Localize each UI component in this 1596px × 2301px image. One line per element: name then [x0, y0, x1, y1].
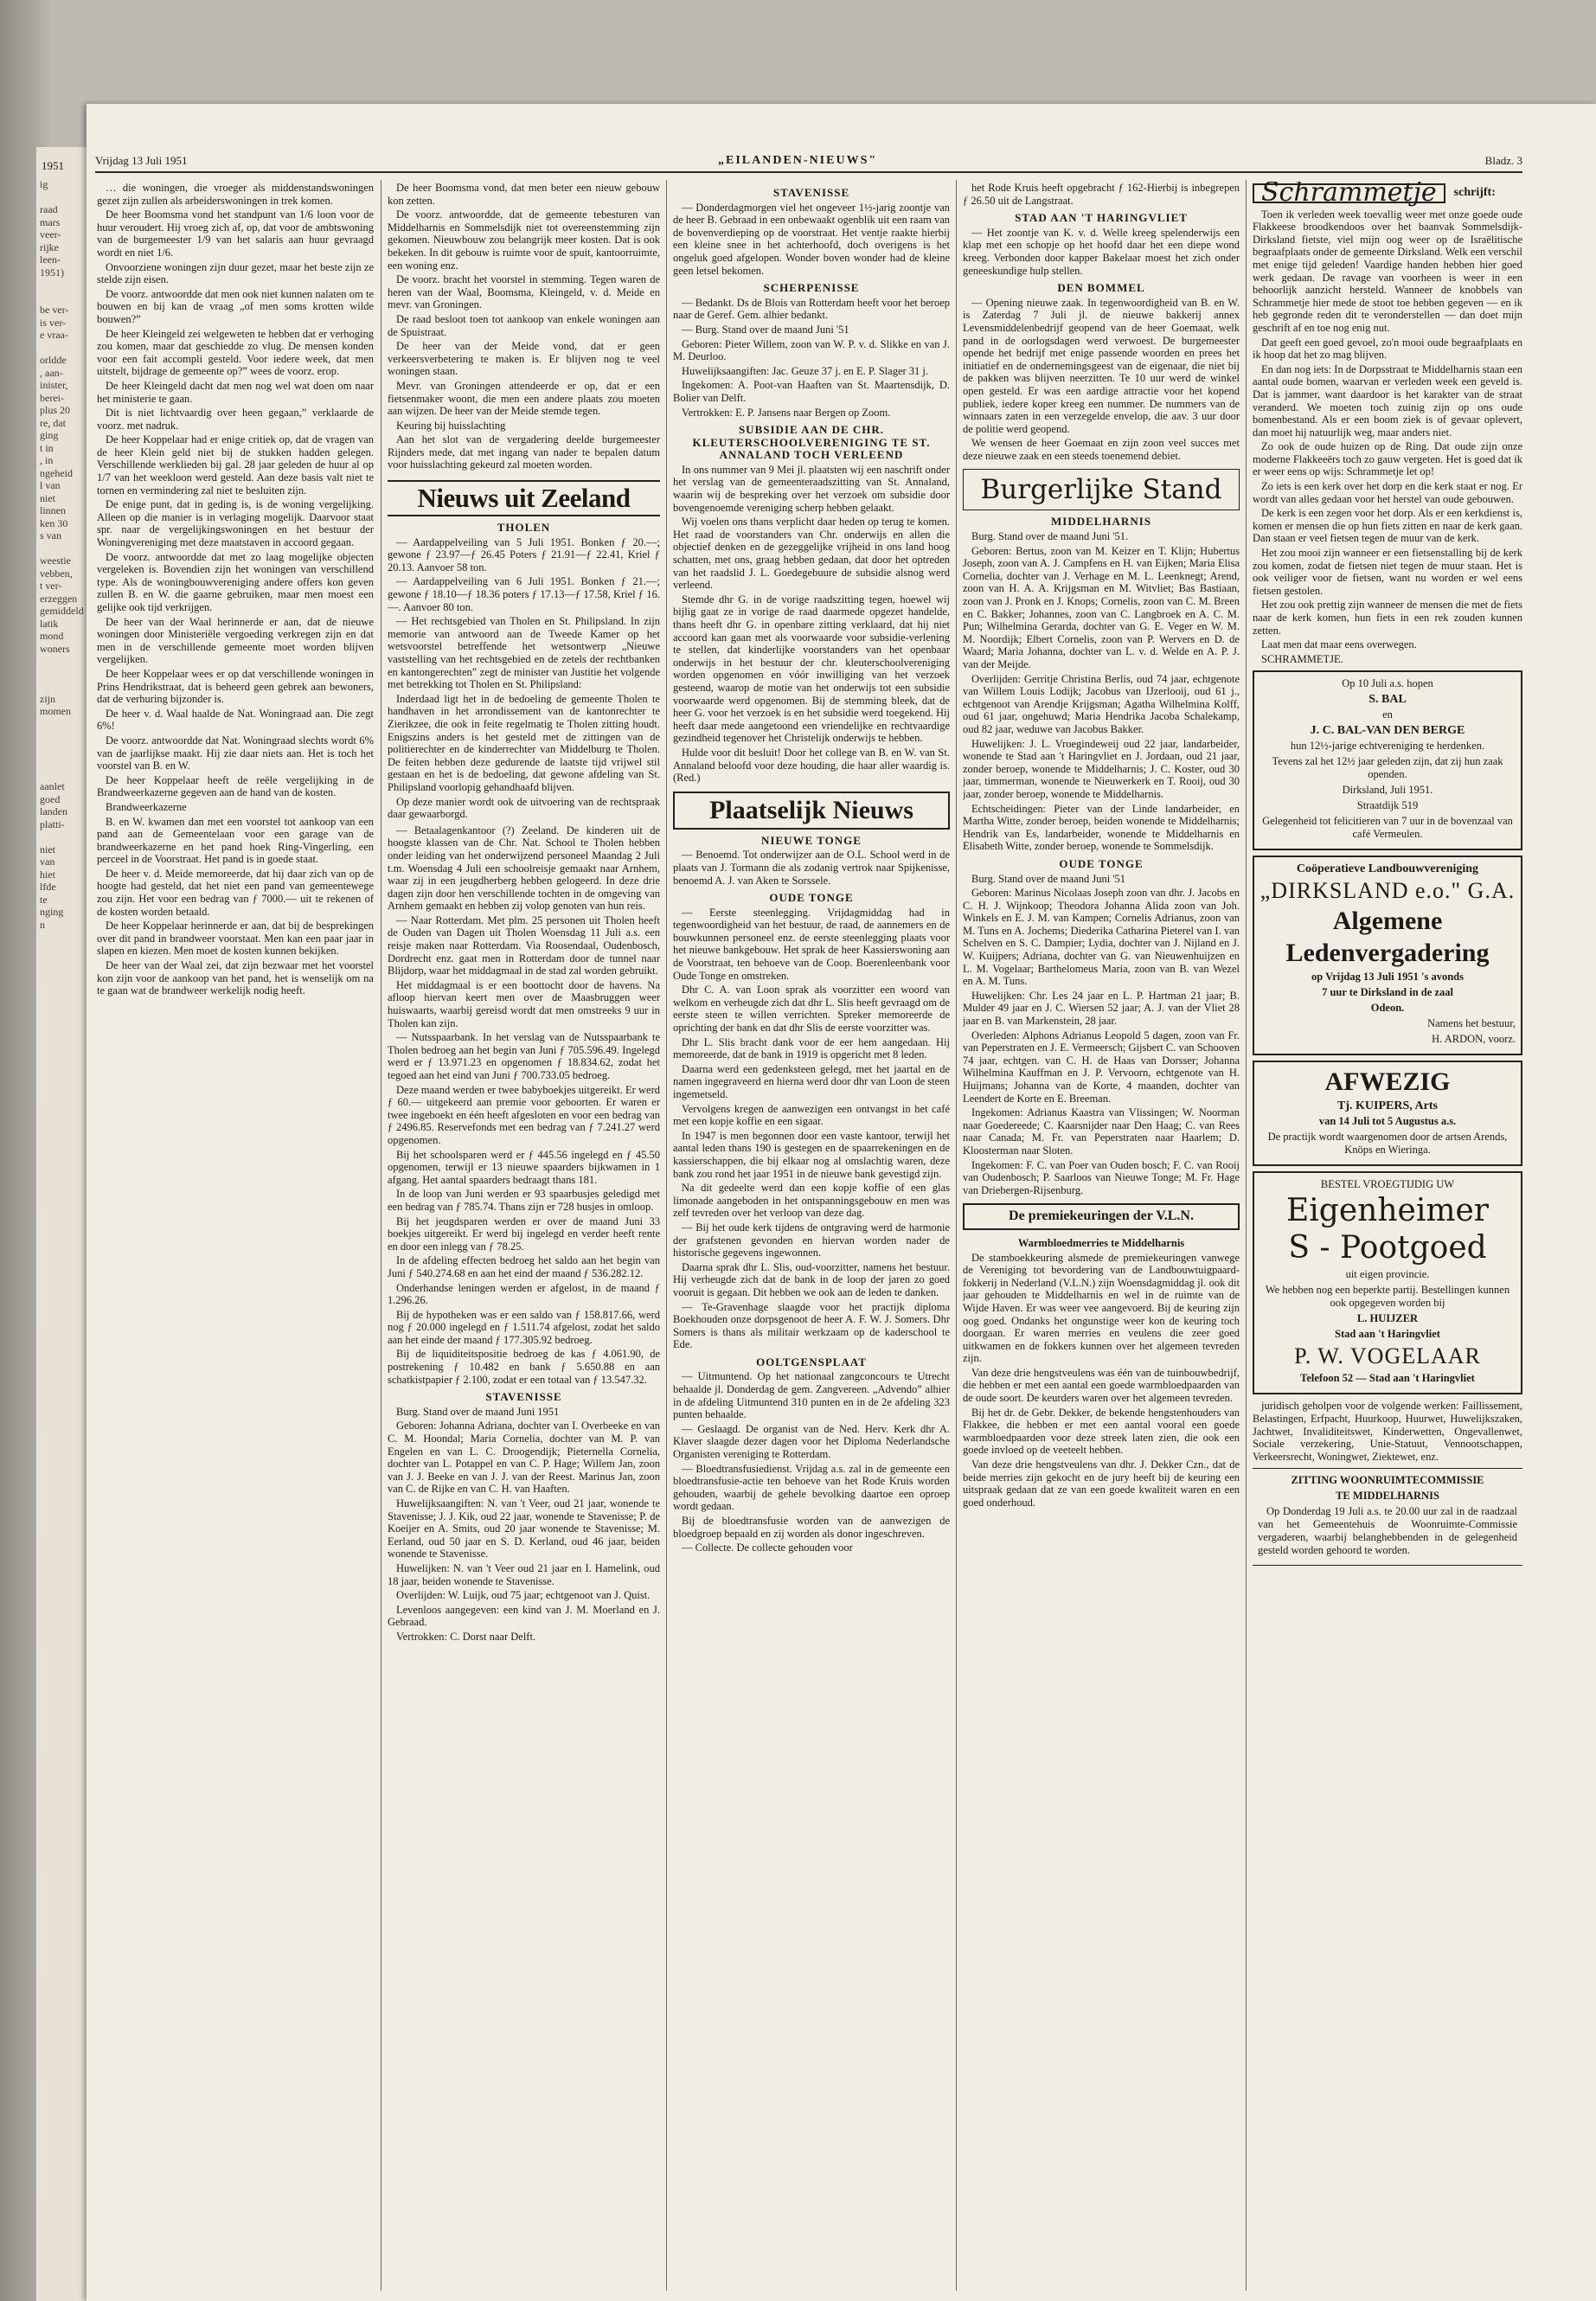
- article-paragraph: — Het zoontje van K. v. d. Welle kreeg spelenderwijs een klap met een schopje op het hoofd daar het een diepe wond kreeg. Verbonden door kapper Bakelaar moest het zich onder geneeskundige hulp stellen.: [963, 226, 1240, 277]
- article-paragraph: Huwelijken: J. L. Vroegindeweij oud 22 jaar, landarbeider, wonende te Stad aan 't Haringvliet en J. Jordaan, oud 21 jaar, zonder beroep, wonende te Middelharnis; J. C. Koster, oud 30 jaar, timmerman, wonende te Nieuwerkerk en T. Rooij, oud 30 jaar, zonder beroep, wonende te Middelharnis.: [963, 737, 1240, 800]
- previous-page-year: 1951: [42, 159, 64, 172]
- article-paragraph: — Aardappelveiling van 6 Juli 1951. Bonken ƒ 21.—; gewone ƒ 18.10—ƒ 18.36 poters ƒ 17.13—ƒ 17.58, Kriel ƒ 16.—. Aanvoer 80 ton.: [388, 575, 660, 613]
- article-paragraph: — Eerste steenlegging. Vrijdagmiddag had in tegenwoordigheid van het bestuur, de raad, de aannemers en de bouwkunnen personeel enz. de eerste steenlegging plaats voor het nieuwe bankgebouw. Het sprak de heer Kassierswoning aan de Voorstraat, ten behoeve van de Coop. Boerenleenbank voor Oude Tonge en omstreken.: [673, 906, 950, 982]
- article-paragraph: Geboren: Johanna Adriana, dochter van I. Overbeeke en van C. M. Hoondal; Maria Cornelia, dochter van M. P. van Engelen en van L. C. Droogendijk; Pieternella Cornelia, dochter van L. Potappel en van C. P. Hage; Willem Jan, zoon van J. J. Beeke en van J. J. van der Reest. Marinus Jan, zoon van C. de Rijke en van C. H. van Haaften.: [388, 1420, 660, 1496]
- article-paragraph: De heer Koppelaar wees er op dat verschillende woningen in Prins Hendrikstraat, dat is beheerd geen gebrek aan bewoners, dat de verhuring bijzonder is.: [97, 667, 374, 706]
- premiekeuring-heading-box: [963, 1203, 1240, 1230]
- ad-headline: AFWEZIG: [1324, 1067, 1451, 1097]
- article-paragraph: Bij het dr. de Gebr. Dekker, de bekende hengstenhouders van Flakkee, die hebben er met een aantal vooral een goede warmbloedpaarden voor deze streek laten zien, die ook een goede invloed op de veeteelt hebben.: [963, 1406, 1240, 1457]
- article-paragraph: — Bedankt. Ds de Blois van Rotterdam heeft voor het beroep naar de Geref. Gem. alhier bedankt.: [673, 296, 950, 322]
- ad-headline: Ledenvergadering: [1285, 939, 1490, 968]
- article-paragraph: Deze maand werden er twee babyboekjes uitgereikt. Er werd ƒ 60.— uitgekeerd aan premie voor geboorten. Er waren er twee ingeboekt en één heeft afgesloten en voor een bedrag van ƒ 2496.85. Reservefonds met een bedrag van ƒ 7.241.27 werd opgenomen.: [388, 1083, 660, 1146]
- article-paragraph: Daarna werd een gedenksteen gelegd, met het jaartal en de namen ingegraveerd en hierna werd door dhr van Loon de steen ingemetseld.: [673, 1062, 950, 1100]
- article-paragraph: De voorz. antwoordde dat men ook niet kunnen nalaten om te bouwen en bij kan de vraag „of men soms krotten wilde bouwen?”: [97, 287, 374, 325]
- article-paragraph: Zo ook de oude huizen op de Ring. Dat oude zijn onze moderne Flakkeeërs toch zo gauw vergeten. Het is goed dat ik er weer eens op wijs: Schrammetje let op!: [1253, 440, 1522, 478]
- masthead-plaatselijk-nieuws: Plaatselijk Nieuws: [673, 792, 950, 830]
- article-paragraph: Onvoorziene woningen zijn duur gezet, maar het beste zijn ze stelde zijn eisen.: [97, 260, 374, 286]
- article-paragraph: SCHRAMMETJE.: [1261, 652, 1343, 665]
- article-paragraph: — Het rechtsgebied van Tholen en St. Philipsland. In zijn memorie van antwoord aan de Tweede Kamer op het wetsvoorstel betreffende het wetsontwerp „Nieuwe vaststelling van het rechtsgebied en de zetels der rechtbanken en kantongerechten” zegt de minister van Justitie het volgende met betrekking tot Tholen en St. Philipsland:: [388, 615, 660, 691]
- article-paragraph: — Uitmuntend. Op het nationaal zangconcours te Utrecht behaalde jl. Donderdag de gem. Zangvereen. „Advendo” alhier in de afdeling Uitmuntend 310 punten en in de 2e afdeling 323 punten behaalde.: [673, 1370, 950, 1421]
- article-paragraph: Bij de bloedtransfusie worden van de aanwezigen de bloedgroep bepaald en zij worden als donor ingeschreven.: [673, 1515, 950, 1540]
- article-paragraph: De voorz. bracht het voorstel in stemming. Tegen waren de heren van der Waal, Boomsma, Kleingeld, v. d. Meide en mevr. van Groningen.: [388, 273, 660, 311]
- article-paragraph: De heer van der Waal zei, dat zijn bezwaar met het voorstel kon zijn voor de aankoop van het pand, het is wenselijk om na te gaan wat de brandweer werkelijk nodig heeft.: [97, 959, 374, 997]
- article-paragraph: De heer Koppelaar herinnerde er aan, dat bij de besprekingen over dit pand in brandweer voorstaat. Men kan een paar jaar in slapen en kiezen. Men moet de kosten kunnen bekijken.: [97, 920, 374, 958]
- column-5: [1253, 182, 1522, 2292]
- article-paragraph: De stamboekkeuring alsmede de premiekeuringen vanwege de Vereniging tot bevordering van de Landbouwtuigpaard-fokkerij in Nederland (V.L.N.) zijn Woensdagmiddag jl. ook dit jaar gehouden te Middelharnis en wel in de ruimte van de Wijde Haven. Er was weer vee aangevoerd. Bij de keuring zijn oog goed. Ondanks het ongunstige weer kon de keuring toch doorgaan. Er waren merries en veulens die zeer goed uitkwamen en de fokkers kunnen over het algemeen tevreden zijn.: [963, 1251, 1240, 1365]
- article-paragraph: Ingekomen: A. Poot-van Haaften van St. Maartensdijk, D. Bolier van Delft.: [673, 379, 950, 404]
- article-paragraph: De voorz. antwoordde dat Nat. Woningraad slechts wordt 6% van de jaarlijkse maakt. Hij zie daar niets aan. Het is toch het voorstel van B. en W.: [97, 734, 374, 772]
- article-paragraph: Inderdaad ligt het in de bedoeling de gemeente Tholen te handhaven in het arrondissement van de kantonrechter te Zierikzee, die ook in feite regelmatig te Tholen zitting houdt. Enigszins anders is het gesteld met de zittingen van de politierechter en de kinderrechter van Middelburg te Tholen. De feiten hebben deze gedurende de laatste tijd vrijwel stil gestaan en het is de bedoeling, dat gewone afdeling van St. Philipsland voorlopig gehandhaafd blijven.: [388, 692, 660, 793]
- article-paragraph: Huwelijksaangiften: N. van 't Veer, oud 21 jaar, wonende te Stavenisse; J. J. Kik, oud 22 jaar, wonende te Stavenisse; P. de Koeijer en A. Smits, oud 20 jaar wonende te Stavenisse; M. Eerland, oud 50 jaar en S. D. Kerland, oud 46 jaar, beiden wonende te Stavenisse.: [388, 1497, 660, 1561]
- article-paragraph: Van deze drie hengstveulens was één van de tuinbouwbedrijf, die hebben er met een aantal een goede warmbloedpaarden van de oude soort. De keurders waren over het algemeen tevreden.: [963, 1366, 1240, 1405]
- ad-text: We hebben nog een beperkte partij. Bestellingen kunnen ook opgegeven worden bij: [1265, 1284, 1510, 1310]
- header-title: „EILANDEN-NIEUWS": [718, 154, 878, 167]
- schrammetje-title: Schrammetje: [1253, 183, 1445, 203]
- article-paragraph: Daarna sprak dhr L. Slis, oud-voorzitter, namens het bestuur. Hij verheugde zich dat de bank in de loop der jaren zo goed vooruit is gegaan. Dit hebben we ook aan de leden te danken.: [673, 1260, 950, 1298]
- ad-text: Op 10 Juli a.s. hopen: [1342, 677, 1433, 690]
- article-paragraph: De enige punt, dat in geding is, is de woning vergelijking. Alleen op die manier is in verlaging mogelijk. Daarvoor staat spr. naar de vergelijkingswoningen en het bestuur der Woningvereniging met deze maatstaven in accoord gegaan.: [97, 498, 374, 549]
- article-paragraph: Burg. Stand over de maand Juni '51: [971, 872, 1126, 885]
- ad-text: van 14 Juli tot 5 Augustus a.s.: [1318, 1115, 1457, 1128]
- article-paragraph: De kerk is een zegen voor het dorp. Als er een kerkdienst is, komen er mensen die op hun fiets zitten en naar de kerk gaan. Dan staan er veel fietsen tegen de muur van de kerk.: [1253, 507, 1522, 545]
- article-paragraph: Huwelijksaangiften: Jac. Geuze 37 j. en E. P. Slager 31 j.: [682, 364, 928, 377]
- ad-text: Odeon.: [1370, 1002, 1405, 1015]
- article-paragraph: — Burg. Stand over de maand Juni '51: [682, 323, 849, 336]
- ad-headline: S - Pootgoed: [1288, 1230, 1487, 1266]
- article-paragraph: De raad besloot toen tot aankoop van enkele woningen aan de Spuistraat.: [388, 312, 660, 338]
- article-paragraph: Overlijden: Gerritje Christina Berlis, oud 74 jaar, echtgenote van Willem Louis Lodijk; Jacobus van IJzerlooij, oud 61 j., echtgenoot van Arendje Krijgsman; Agatha Wilhelmina Kolff, oud 61 jaar, ongehuwd; Maria Hendrika Jacoba Schalekamp, oud 82 jaar, weduwe van Jacobus Bakker.: [963, 672, 1240, 735]
- section-heading: SCHERPENISSE: [763, 281, 860, 295]
- section-heading: STAD AAN 'T HARINGVLIET: [1015, 211, 1188, 225]
- column-3: [673, 182, 950, 2292]
- ad-text: H. ARDON, voorz.: [1432, 1033, 1516, 1046]
- section-heading: DEN BOMMEL: [1057, 281, 1145, 295]
- ad-text: Telefoon 52 — Stad aan 't Haringvliet: [1300, 1372, 1475, 1385]
- article-paragraph: Bij het schoolsparen werd er ƒ 445.56 ingelegd en ƒ 45.50 opgenomen, terwijl er 13 nieuwe spaarders bijkwamen in 1 afgang. Het aantal spaarders bedraagt thans 181.: [388, 1148, 660, 1186]
- article-paragraph: Mevr. van Groningen attendeerde er op, dat er een fietsenmaker woont, die men een andere plaats zou moeten aan wijzen. De heer van der Meide stemde tegen.: [388, 379, 660, 418]
- article-paragraph: In ons nummer van 9 Mei jl. plaatsten wij een naschrift onder het verslag van de gemeenteraadszitting van St. Annaland, waarin wij de bespreking over het verzoek om subsidie door bovengenoemde vereniging scherp hebben gelaakt.: [673, 463, 950, 514]
- section-heading: OUDE TONGE: [1059, 856, 1144, 870]
- ad-text: De practijk wordt waargenomen door de artsen Arends, Knöps en Wieringa.: [1267, 1131, 1508, 1157]
- ad-text: Stad aan 't Haringvliet: [1335, 1328, 1440, 1341]
- section-heading: STAVENISSE: [772, 186, 850, 199]
- article-paragraph: — Collecte. De collecte gehouden voor: [682, 1541, 853, 1554]
- article-paragraph: Keuring bij huisslachting: [396, 419, 506, 432]
- article-paragraph: Vertrokken: E. P. Jansens naar Bergen op Zoom.: [682, 406, 891, 419]
- premiekeuring-subtitle: Warmbloedmerries te Middelharnis: [1017, 1236, 1185, 1249]
- section-heading: OOLTGENSPLAAT: [756, 1355, 867, 1368]
- article-paragraph: Bij de hypotheken was er een saldo van ƒ 158.817.66, werd nog ƒ 20.000 ingelegd en ƒ 1.511.74 afgelost, zodat het saldo aan het einde der maand ƒ 177.305.92 bedroeg.: [388, 1308, 660, 1346]
- ad-name: L. HUIJZER: [1356, 1312, 1419, 1325]
- previous-page-text: ig raad mars veer- rijke leen- 1951) be ver- is ver- e vraa- orldde , aan- inister, berei- plus 20 re, dat ging t in , in ngeheid l van niet linnen ken 30 s van weestie vebben, t ver- erzeggen gemiddeld latik mond woners zijn momen aanlet goed landen platti- niet van hiet lfde te nging n: [40, 178, 84, 931]
- article-paragraph: B. en W. kwamen dan met een voorstel tot aankoop van een pand aan de Gemeentelaan voor een garage van de brandweerkazerne en het pand hoek Ring-Vingerling, een perceel in de Voorstraat. Het pand is in goede staat.: [97, 815, 374, 866]
- article-paragraph: De heer v. d. Meide memoreerde, dat hij daar zich van op de hoogte had gesteld, dat het niet een pand van gemeentewege zou zijn. Het voor een bedrag van ƒ 7000.— uit te rekenen of de kosten worden betaald.: [97, 867, 374, 918]
- article-paragraph: De heer Kleingeld dacht dat men nog wel wat doen om naar het ministerie te gaan.: [97, 379, 374, 405]
- schrammetje-subtitle: schrijft:: [1453, 186, 1496, 199]
- article-paragraph: En dan nog iets: In de Dorpsstraat te Middelharnis staan een aantal oude bomen, waarvan er verleden week een geveld is. Dat is jammer, want daardoor is het karakter van de straat veranderd. We moeten toch zuinig zijn op ons oude bomenbestand. Als er een boom ziek is of gevaar oplevert, dan moet hij natuurlijk weg, maar anders niet.: [1253, 362, 1522, 439]
- header-date: Vrijdag 13 Juli 1951: [95, 154, 188, 167]
- ad-headline: Eigenheimer: [1286, 1193, 1489, 1229]
- article-paragraph: In de loop van Juni werden er 93 spaarbusjes geledigd met een bedrag van ƒ 785.74. Thans zijn er 728 busjes in omloop.: [388, 1188, 660, 1213]
- ad-afwezig: [1253, 1061, 1522, 1166]
- column-4: [963, 182, 1240, 2292]
- article-paragraph: — Naar Rotterdam. Met plm. 25 personen uit Tholen heeft de Ouden van Dagen uit Tholen Woensdag 11 Juli a.s. een reisje maken naar Rotterdam. Via Roosendaal, Oudenbosch, Dordrecht enz. gaat men in Rotterdam door de tunnel naar Blijdorp, waar het middagmaal in de stad zal worden gebruikt.: [388, 913, 660, 977]
- article-paragraph: Levenloos aangegeven: een kind van J. M. Moerland en J. Gebraad.: [388, 1603, 660, 1629]
- article-paragraph: Het zou mooi zijn wanneer er een fietsenstalling bij de kerk zou komen, zodat de fietsen niet tegen de muur staan. Het is ook veiliger voor de fietsen, want nu worden er wel eens fietsen gestolen.: [1253, 547, 1522, 597]
- article-paragraph: De heer Kleingeld zei welgeweten te hebben dat er verhoging zou komen, maar dat geschiedde zo vlug. De mensen konden voor een fait accompli gesteld. Voor iedere week, dat men uitstelt, bijdrage de gemeente op?” wees de voorz. erop.: [97, 327, 374, 378]
- ad-text: 7 uur te Dirksland in de zaal: [1322, 986, 1453, 999]
- article-paragraph: — Geslaagd. De organist van de Ned. Herv. Kerk dhr A. Klaver slaagde dezer dagen voor het Diploma Nederlandsche Organisten vereniging te Rotterdam.: [673, 1422, 950, 1461]
- ad-headline: ZITTING WOONRUIMTECOMMISSIE: [1291, 1474, 1484, 1487]
- ad-zitting-woonruimtecommissie: [1253, 1468, 1522, 1566]
- article-paragraph: — Bij het oude kerk tijdens de ontgraving werd de harmonie der grafstenen gevonden en hiervan worden nader de historische gegevens ingewonnen.: [673, 1221, 950, 1259]
- masthead-burgerlijke-stand: Burgerlijke Stand: [963, 469, 1240, 510]
- article-paragraph: Dit is niet lichtvaardig over heen gegaan,” verklaarde de voorz. met nadruk.: [97, 407, 374, 432]
- article-paragraph: — Bloedtransfusiedienst. Vrijdag a.s. zal in de gemeente een bloedtransfusie-actie ten behoeve van het Rode Kruis worden gehouden, waarbij de gehele bevolking daartoe een oproep wordt gedaan.: [673, 1462, 950, 1513]
- section-heading: THOLEN: [497, 521, 551, 535]
- ad-text: hun 12½-jarige echtvereniging te herdenken.: [1290, 740, 1485, 753]
- column-1: [97, 182, 374, 2292]
- ad-text: en: [1382, 708, 1393, 721]
- article-paragraph: De heer van der Meide vond, dat er geen verkeersverbetering te maken is. Er blijven nog te veel woningen staan.: [388, 340, 660, 378]
- article-paragraph: Geboren: Bertus, zoon van M. Keizer en T. Klijn; Hubertus Joseph, zoon van A. J. Campfens en H. van Eijken; Maria Elisa Cornelia, dochter van J. Verhage en M. L. Leenknegt; Arend, zoon van H. A. A. Krijgsman en M. Witvliet; Bas Bastiaan, zoon van J. Pronk en J. Knops; Cornelis, zoon van C. M. Breen en C. Bakker; Johannes, zoon van C. Langbroek en A. C. M. Pun; Wilhelmina Gerarda, dochter van G. E. Veger en W. M. M. Noordijk; Elbert Cornelis, zoon van P. Wervers en D. de Waard; Maria Johanna, dochter van L. v. d. Welde en A. P. J. van der Meijde.: [963, 544, 1240, 670]
- column-2: [388, 182, 660, 2292]
- section-heading: STAVENISSE: [485, 1390, 562, 1404]
- article-paragraph: Dhr L. Slis bracht dank voor de eer hem aangedaan. Hij memoreerde, dat de bank in 1919 is opgericht met 8 leden.: [673, 1035, 950, 1061]
- ad-text: Straatdijk 519: [1356, 799, 1419, 812]
- schrammetje-header: [1253, 182, 1522, 208]
- article-paragraph: We wensen de heer Goemaat en zijn zoon veel succes met deze nieuwe zaak en een steeds toenemend debiet.: [963, 437, 1240, 462]
- ad-headline: TE MIDDELHARNIS: [1336, 1490, 1439, 1503]
- column-rule: [956, 180, 957, 2291]
- article-paragraph: — Benoemd. Tot onderwijzer aan de O.L. School werd in de plaats van J. Tormann die als zodanig vertrok naar Spijkenisse, benoemd A. J. van Aken te Sorssele.: [673, 849, 950, 887]
- article-paragraph: Vertrokken: C. Dorst naar Delft.: [396, 1630, 536, 1643]
- article-paragraph: Het zou ook prettig zijn wanneer de mensen die met de fiets naar de kerk komen, hun fiets in een rek zouden kunnen zetten.: [1253, 599, 1522, 637]
- article-paragraph: De voorz. antwoordde dat met zo laag mogelijke objecten vergeleken is. Bovendien zijn het woningen van verschillend type. Als de woningbouwvereniging andere offers kon geven zullen B. en W. die gaarne gebruiken, maar men moest een gelijke ook tijd verkrijgen.: [97, 550, 374, 613]
- article-paragraph: Aan het slot van de vergadering deelde burgemeester Rijnders mede, dat met ingang van nader te bepalen datum voor huisslachting gekeurd zal moeten worden.: [388, 433, 660, 471]
- article-paragraph: Hulde voor dit besluit! Door het college van B. en W. van St. Annaland beloofd voor deze houding, die haar aller waardig is. (Red.): [673, 746, 950, 785]
- article-paragraph: De heer Boomsma vond het standpunt van 1/6 loon voor de huur veroudert. Hij vroeg zich af, op, dat voor de ambtswoning van de burgemeester 1/9 van het salaris aan huur gevraagd wordt en niet 1/6.: [97, 208, 374, 259]
- ad-text: Dirksland, Juli 1951.: [1342, 784, 1433, 797]
- article-paragraph: Geboren: Pieter Willem, zoon van W. P. v. d. Slikke en van J. M. Deurloo.: [673, 337, 950, 363]
- article-paragraph: Laat men dat maar eens overwegen.: [1261, 638, 1417, 651]
- article-paragraph: De heer van der Waal herinnerde er aan, dat de nieuwe woningen door Ministeriële vergoeding verkregen zijn en dat men in de verschillende gemeente moet worden blijven vergelijken.: [97, 615, 374, 666]
- article-paragraph: De heer Koppelaar had er enige critiek op, dat de vragen van de heer Klein geld niet bij de stukken hadden gelegen. Verschillende werklieden bij gal. 28 jaar geleden de huur al op 1/7 van het weekloon werd gesteld. Aan deze basis valt niet te tornen en vermindering zal niet te besluiten zijn.: [97, 433, 374, 497]
- article-paragraph: Vervolgens kregen de aanwezigen een ontvangst in het café met een kopje koffie en een sigaar.: [673, 1102, 950, 1128]
- ad-cooperatieve-landbouwvereniging: [1253, 856, 1522, 1055]
- article-paragraph: … die woningen, die vroeger als middenstandswoningen gezet zijn zullen als arbeiderswoningen in trek komen.: [97, 182, 374, 207]
- article-paragraph: Het middagmaal is er een boottocht door de havens. Na afloop hiervan keert men over de Maasbruggen weer huiswaarts, waarbij gereisd wordt dat men omstreeks 9 uur in Tholen kan zijn.: [388, 978, 660, 1029]
- article-paragraph: Burg. Stand over de maand Juni '51.: [971, 530, 1129, 543]
- article-paragraph: Bij het jeugdsparen werden er over de maand Juni 33 boekjes uitgereikt. Er werd bij ingelegd en verder heeft rente en door een inlegg van ƒ 78.25.: [388, 1215, 660, 1253]
- article-paragraph: Bij de liquiditeitspositie bedroeg de kas ƒ 4.061.90, de postrekening ƒ 10.482 en bank ƒ 5.650.88 en aan schatkistpapier ƒ 2.100, zodat er een totaal van ƒ 13.547.32.: [388, 1348, 660, 1386]
- header-page-number: Bladz. 3: [1484, 154, 1522, 167]
- ad-text: op Vrijdag 13 Juli 1951 's avonds: [1311, 971, 1464, 984]
- page-header: [95, 154, 1522, 173]
- ad-text: Gelegenheid tot felicitieren van 7 uur in de bovenzaal van café Vermeulen.: [1262, 815, 1513, 841]
- article-paragraph: Dhr C. A. van Loon sprak als voorzitter een woord van welkom en verheugde zich dat dhr L. Slis heeft gevraagd om de eerste steen te willen verrichten. Spreker memoreerde de oprichting der bank en dat dhr Slis de eerste voorzitter was.: [673, 984, 950, 1035]
- column-rule: [1246, 180, 1247, 2291]
- masthead-nieuws-uit-zeeland: Nieuws uit Zeeland: [388, 480, 660, 516]
- ad-bal-anniversary: [1253, 670, 1522, 850]
- section-heading: OUDE TONGE: [769, 891, 854, 905]
- article-paragraph: Huwelijken: N. van 't Veer oud 21 jaar en I. Hamelink, oud 18 jaar, beiden wonende te Stavenisse.: [388, 1561, 660, 1587]
- article-paragraph: — Donderdagmorgen viel het ongeveer 1½-jarig zoontje van de heer B. Gebraad in een onbewaakt ogenblik uit een raam van de bovenverdieping op de voorstraat. Het ventje raakte hierbij een kleine snee in het achterhoofd, doch overigens is het ongeluk goed afgelopen. Wonder boven wonder had de kleine geen letsel bekomen.: [673, 201, 950, 277]
- premiekeuring-title: De premiekeuringen der V.L.N.: [1009, 1208, 1194, 1224]
- article-paragraph: — Betaalagenkantoor (?) Zeeland. De kinderen uit de hoogste klassen van de Chr. Nat. School te Tholen hebben onder leiding van het onderwijzend personeel Maandag 2 Juli t.m. Woensdag 4 Juli een schoolreisje gemaakt naar Arnhem, waar zij in een jeugdherberg hebben gelogeerd. In deze drie dagen zijn door hen verschillende tochten in de omgeving van Arnhem gemaakt en hebben zij volop genoten van hun reis.: [388, 824, 660, 913]
- article-paragraph: De heer v. d. Waal haalde de Nat. Woningraad aan. Die zegt 6%!: [97, 707, 374, 733]
- article-paragraph: Zo iets is een kerk over het dorp en die kerk staat er nog. Er wordt van alles gedaan voor het herstel van oude gebouwen.: [1253, 480, 1522, 505]
- article-paragraph: Brandweerkazerne: [106, 800, 187, 813]
- article-paragraph: Toen ik verleden week toevallig weer met onze goede oude Flakkeese broodkendoos over het baanvak Sommelsdijk-Dirksland fietste, viel mijn oog weer op de Israëlitische begraafplaats onder de gemeente Dirksland. Welk een verschil met enige tijd geleden! Vaardige handen hebben hier goed werk gedaan. De ravage van voorheen is weer in een behoorlijk aanzicht hersteld. Wanneer de knobbels van Schrammetje hier mede de stoot toe hebben gegeven — en ik heb gegronde reden dit te veronderstellen — dan doet mijn geschrift af en toe nog enig nut.: [1253, 208, 1522, 334]
- article-paragraph: De heer Boomsma vond, dat men beter een nieuw gebouw kon zetten.: [388, 182, 660, 207]
- article-paragraph: De heer Koppelaar heeft de reële vergelijking in de Brandweerkazerne gegeven aan de hand van de kosten.: [97, 773, 374, 799]
- article-paragraph: In de afdeling effecten bedroeg het saldo aan het begin van Juni ƒ 540.274.68 en aan het eind der maand ƒ 536.282.12.: [388, 1254, 660, 1279]
- ad-org-name: „DIRKSLAND e.o." G.A.: [1259, 878, 1516, 904]
- column-rule: [666, 180, 667, 2291]
- ad-name: Tj. KUIPERS, Arts: [1337, 1099, 1438, 1113]
- ad-text: uit eigen provincie.: [1345, 1268, 1430, 1281]
- ad-text: Op Donderdag 19 Juli a.s. te 20.00 uur zal in de raadzaal van het Gemeentehuis de Woonruimte-Commissie vergaderen, waarbij belanghebbenden in de gelegenheid gesteld worden gehoord te worden.: [1258, 1505, 1517, 1557]
- ad-name: S. BAL: [1368, 693, 1407, 707]
- schrammetje-text: [1253, 208, 1522, 666]
- ad-headline: P. W. VOGELAAR: [1294, 1343, 1481, 1369]
- ad-eigenheimer-pootgoed: [1253, 1171, 1522, 1394]
- article-paragraph: Overlijden: W. Luijk, oud 75 jaar; echtgenoot van J. Quist.: [396, 1589, 651, 1602]
- article-paragraph: Van deze drie hengstveulens van dhr. J. Dekker Czn., dat de beide merries zijn gekocht en de jury heeft bij de keuring een uitspraak gedaan dat ze van een goede kwaliteit waren en een goed onderhoud.: [963, 1458, 1240, 1509]
- article-paragraph: Geboren: Marinus Nicolaas Joseph zoon van dhr. J. Jacobs en C. H. J. Wijnkoop; Theodora Johanna Alida zoon van Joh. Winkels en E. J. M. van Kampen; Cornelis Adrianus, zoon van M. Tuns en A. Jochems; Diederika Catharina Pieterel van I. van Schelven en S. C. Dampier; Lydia, dochter van J. Nijland en J. W. Kuijpers; Adriana, dochter van G. van Nieuwenhuijzen en L. M. Vogelaar; Barthelomeus Maria, zoon van B. van Wezel en A. M. Tuns.: [963, 887, 1240, 988]
- article-paragraph: In 1947 is men begonnen door een vaste kantoor, terwijl het aantal leden thans 190 is gestegen en de spaarrekeningen en de kassierschappen, die bij elkaar nog al omslachtig waren, deze bank zou rond het jaar 1951 in de nieuwe bank gevestigd zijn.: [673, 1129, 950, 1180]
- ad-name: J. C. BAL-VAN DEN BERGE: [1310, 724, 1465, 738]
- article-paragraph: het Rode Kruis heeft opgebracht ƒ 162-Hierbij is inbegrepen ƒ 26.50 uit de Langstraat.: [963, 182, 1240, 207]
- ad-text: Namens het bestuur,: [1427, 1017, 1516, 1030]
- article-paragraph: Dat geeft een goed gevoel, zo'n mooi oude begraafplaats en ik hoop dat het zo mag blijven.: [1253, 336, 1522, 362]
- article-paragraph: Ingekomen: Adrianus Kaastra van Vlissingen; W. Noorman naar Goedereede; C. Kaarsnijder naar Den Haag; C. van Rees naar Canada; M. Fr. van Peperstraten naar Haarlem; D. Kloosterman naar Sloten.: [963, 1106, 1240, 1157]
- article-paragraph: Huwelijken: Chr. Les 24 jaar en L. P. Hartman 21 jaar; B. Mulder 49 jaar en J. C. Wiersen 52 jaar; A. J. van der Vliet 28 jaar en B. van Markenstein, 28 jaar.: [963, 989, 1240, 1028]
- article-paragraph: Onderhandse leningen werden er afgelost, in de maand ƒ 1.296.26.: [388, 1281, 660, 1307]
- article-paragraph: — Te-Gravenhage slaagde voor het practijk diploma Boekhouden onze dorpsgenoot de heer A. F. W. J. Somers. Dhr Somers is thans als militair werkzaam op de kaderschool te Ede.: [673, 1300, 950, 1351]
- article-paragraph: Wij voelen ons thans verplicht daar heden op terug te komen. Het raad de voorstanders van Chr. onderwijs en allen die objectief denken en de gezeggelijke vrijheid in ons land hoog schatten, met ons, graag hebben gedaan, dat door het optreden van het raadslid J. L. Goedegebuure de subsidie alsnog werd verleend.: [673, 516, 950, 592]
- ad-text: BESTEL VROEGTIJDIG UW: [1320, 1178, 1455, 1191]
- article-paragraph: — Nutsspaarbank. In het verslag van de Nutsspaarbank te Tholen bedroeg aan het begin van Juni ƒ 705.596.49. Ingelegd werd er ƒ 13.971.23 en opgenomen ƒ 18.834.62, zodat het tegoed aan het eind van Juni ƒ 700.733.05 bedroeg.: [388, 1031, 660, 1081]
- ad-headline: Algemene: [1332, 907, 1443, 936]
- section-heading: MIDDELHARNIS: [1050, 515, 1151, 529]
- article-paragraph: Ingekomen: F. C. van Poer van Ouden bosch; F. C. van Rooij van Oudenbosch; P. Saarloos van Nieuwe Tonge; M. Fr. Hage van Driebergen-Rijsenburg.: [963, 1158, 1240, 1196]
- article-paragraph: Echtscheidingen: Pieter van der Linde landarbeider, en Martha Witte, zonder beroep, beiden wonende te Middelharnis; Hendrik van Es, landarbeider, wonende te Middelharnis en Elisabeth Witte, zonder beroep, wonende te Sommelsdijk.: [963, 802, 1240, 853]
- section-heading: SUBSIDIE AAN DE CHR. KLEUTERSCHOOLVERENIGING TE ST. ANNALAND TOCH VERLEEND: [692, 423, 931, 462]
- header-rule: [95, 171, 1522, 173]
- article-paragraph: — Aardappelveiling van 5 Juli 1951. Bonken ƒ 20.—; gewone ƒ 23.97—ƒ 26.45 Poters ƒ 21.91—ƒ 22.41, Kriel ƒ 20.13. Aanvoer 58 ton.: [388, 535, 660, 574]
- article-paragraph: De voorz. antwoordde, dat de gemeente tebesturen van Middelharnis en Sommelsdijk niet tot overeenstemming zijn gekomen. Nieuwbouw zou belangrijk meer kosten. Dat is ook bekeken. In dit gebouw is ruimte voor de spuit, kantoorruimte, een woning enz.: [388, 208, 660, 272]
- article-paragraph: Stemde dhr G. in de vorige raadszitting tegen, hoewel wij bijlig gaat ze in vorige de raad daarmede opgezet handelde, thans heeft dhr G. in openbare zitting verklaard, dat hij niet accoord kan gaan met als voorwaarde voor subsidie-verlening te stellen, dat kinderlijke voorstanders van het openbaar onderwijs in het bestuur der chr. kleuterschoolvereniging worden opgenomen en vóór inwilliging van het verzoek gesteend, waarop de motie van het onderwijs tot een subsidie voorwaarde werd opgenomen. Bij de stemming bleek, dat de heer G. voor het verzoek is en het subsidie werd toegekend. Hij heeft daar mede aangetoond een vriendelijke en rechtvaardige gezindheid tegenover het Christelijk onderwijs te hebben.: [673, 593, 950, 745]
- vogelaar-text: juridisch geholpen voor de volgende werken: Faillissement, Belastingen, Erfpacht, Huurkoop, Huurwet, Huwelijkszaken, Jachtwet, Invaliditeitswet, Kinderwetten, Ongevallenwet, Sociale verzekering, Unie-Statuut, Vennootschappen, Verkeersrecht, Woningwet, Ziektewet, enz.: [1253, 1400, 1522, 1463]
- ad-org: Coöperatieve Landbouwvereniging: [1296, 862, 1479, 876]
- article-paragraph: Burg. Stand over de maand Juni 1951: [396, 1405, 560, 1418]
- article-paragraph: Op deze manier wordt ook de uitvoering van de rechtspraak daar gewaarborgd.: [388, 795, 660, 821]
- article-paragraph: Overleden: Alphons Adrianus Leopold 5 dagen, zoon van Fr. van Peperstraten en J. E. Vermeersch; Gijsbert C. van Schooven 74 jaar, echtgen. van C. H. de Haas van Dorsser; Johanna Wilhelmina Kauffman en J. P. Vervoorn, echtgenote van H. Huijmans; Johanna van de Korte, 4 maanden, dochter van Leendert de Korte en E. Breeman.: [963, 1029, 1240, 1105]
- ad-text: Tevens zal het 12½ jaar geleden zijn, dat zij hun zaak openden.: [1272, 755, 1503, 781]
- previous-page-strip: [36, 147, 87, 2301]
- section-heading: NIEUWE TONGE: [761, 833, 862, 847]
- article-paragraph: — Opening nieuwe zaak. In tegenwoordigheid van B. en W. is Zaterdag 7 Juli jl. de nieuwe bakkerij annex Levensmiddelenbedrijf geopend van de heer Goemaat, welk pand in de oorlogsdagen werd verwoest. De burgemeester opende het bedrijf met enige passende woorden en prees het initiatief en de ondernemingsgeest van de eigenaar, die niet bij de pakken was blijven neerzitten. Te 10 uur werd de winkel open gesteld. Er was een aardige attractie voor het kopend publiek, iedere koper kreeg een nummer. De nummers van de winnaars zaten in een verzegelde envelop, die aav. 3 uur door de politie werd geopend.: [963, 296, 1240, 435]
- article-paragraph: Na dit gedeelte werd dan een kopje koffie of een glas limonade aangeboden in het ontspanningsgebouw en men was zelf tevreden over het verloop van deze dag.: [673, 1182, 950, 1220]
